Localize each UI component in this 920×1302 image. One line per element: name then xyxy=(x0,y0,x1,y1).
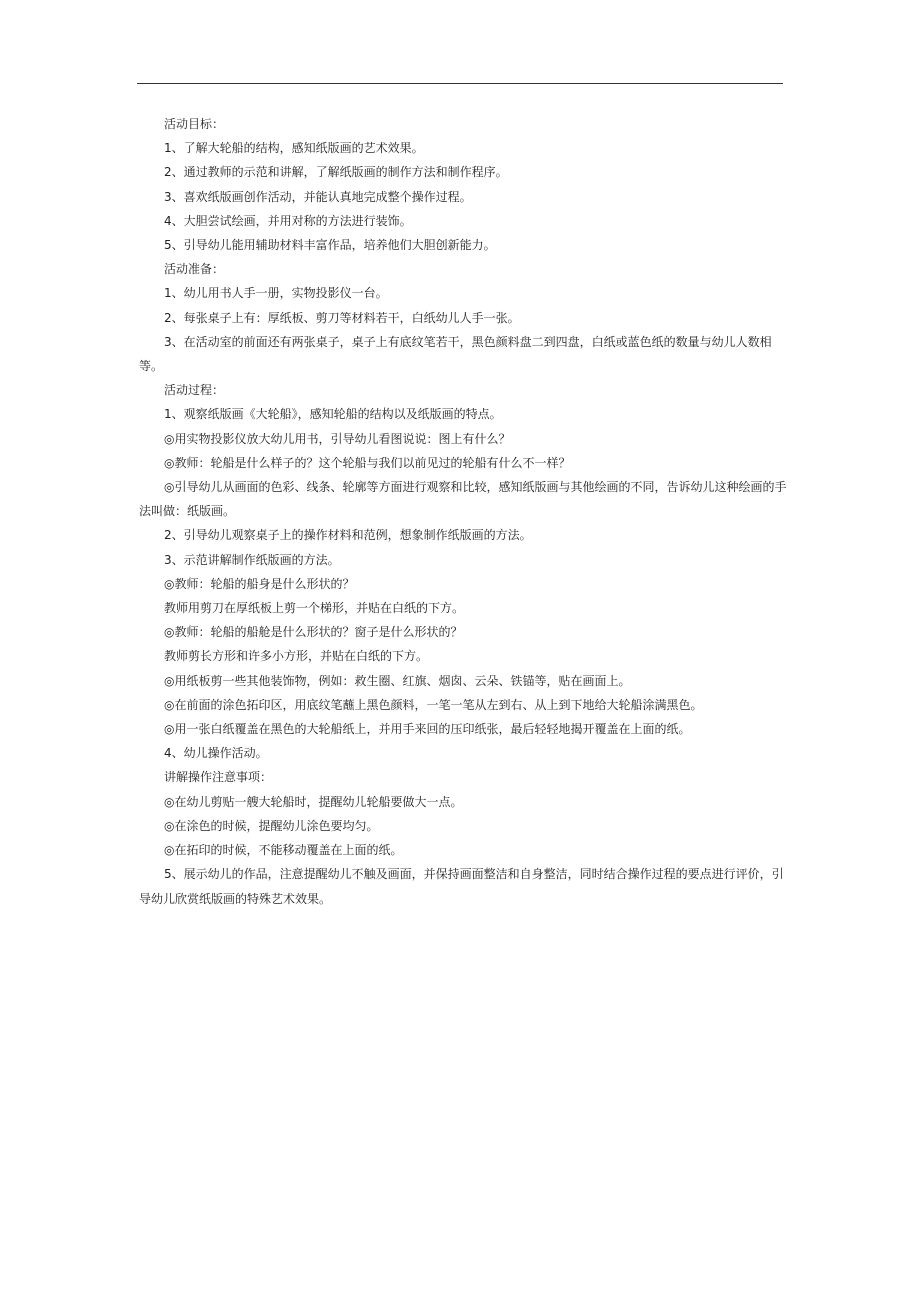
paragraph: ◎引导幼儿从画面的色彩、线条、轮廓等方面进行观察和比较，感知纸版画与其他绘画的不同，告诉幼儿这种绘画的手法叫做：纸版画。 xyxy=(139,480,787,519)
section-heading-process: 活动过程： xyxy=(164,383,225,398)
paragraph: ◎在幼儿剪贴一艘大轮船时，提醒幼儿轮船要做大一点。 xyxy=(164,794,463,809)
paragraph: 2、引导幼儿观察桌子上的操作材料和范例，想象制作纸版画的方法。 xyxy=(164,528,532,543)
paragraph: 讲解操作注意事项： xyxy=(164,770,273,785)
paragraph: ◎在前面的涂色拓印区，用底纹笔蘸上黑色颜料，一笔一笔从左到右、从上到下地给大轮船涂满黑色。 xyxy=(164,697,703,712)
paragraph: 5、展示幼儿的作品，注意提醒幼儿不触及画面，并保持画面整洁和自身整洁，同时结合操作过程的要点进行评价，引导幼儿欣赏纸版画的特殊艺术效果。 xyxy=(139,867,784,906)
paragraph: ◎教师：轮船是什么样子的？这个轮船与我们以前见过的轮船有什么不一样？ xyxy=(164,455,571,470)
section-heading-goals: 活动目标： xyxy=(164,117,225,131)
paragraph: ◎用一张白纸覆盖在黑色的大轮船纸上，并用手来回的压印纸张，最后轻轻地揭开覆盖在上面的纸。 xyxy=(164,722,691,737)
paragraph: ◎用纸板剪一些其他装饰物，例如：救生圈、红旗、烟囱、云朵、铁锚等，贴在画面上。 xyxy=(164,673,631,688)
paragraph: 1、了解大轮船的结构，感知纸版画的艺术效果。 xyxy=(164,141,424,156)
paragraph: 4、幼儿操作活动。 xyxy=(164,746,268,761)
paragraph: 2、每张桌子上有：厚纸板、剪刀等材料若干，白纸幼儿人手一张。 xyxy=(164,310,520,325)
paragraph: 3、示范讲解制作纸版画的方法。 xyxy=(164,552,340,567)
paragraph: 1、幼儿用书人手一册，实物投影仪一台。 xyxy=(164,286,388,301)
paragraph: 3、喜欢纸版画创作活动，并能认真地完成整个操作过程。 xyxy=(164,189,472,204)
paragraph: ◎教师：轮船的船舱是什么形状的？窗子是什么形状的？ xyxy=(164,625,463,640)
section-heading-preparation: 活动准备： xyxy=(164,262,225,277)
paragraph: ◎用实物投影仪放大幼儿用书，引导幼儿看图说说：图上有什么？ xyxy=(164,431,511,446)
paragraph: 教师用剪刀在厚纸板上剪一个梯形，并贴在白纸的下方。 xyxy=(164,601,465,616)
paragraph: 2、通过教师的示范和讲解，了解纸版画的制作方法和制作程序。 xyxy=(164,165,508,180)
paragraph: ◎在涂色的时候，提醒幼儿涂色要均匀。 xyxy=(164,818,379,833)
paragraph: 4、大胆尝试绘画，并用对称的方法进行装饰。 xyxy=(164,213,412,228)
paragraph: ◎在拓印的时候，不能移动覆盖在上面的纸。 xyxy=(164,843,403,858)
document-body xyxy=(139,112,789,911)
paragraph: 3、在活动室的前面还有两张桌子，桌子上有底纹笔若干，黑色颜料盘二到四盘，白纸或蓝色纸的数量与幼儿人数相等。 xyxy=(139,334,772,374)
paragraph: 5、引导幼儿能用辅助材料丰富作品，培养他们大胆创新能力。 xyxy=(164,238,496,253)
paragraph: ◎教师：轮船的船身是什么形状的？ xyxy=(164,576,355,591)
paragraph: 教师剪长方形和许多小方形，并贴在白纸的下方。 xyxy=(164,649,429,664)
header-divider xyxy=(137,83,783,84)
paragraph: 1、观察纸版画《大轮船》，感知轮船的结构以及纸版画的特点。 xyxy=(164,407,502,422)
